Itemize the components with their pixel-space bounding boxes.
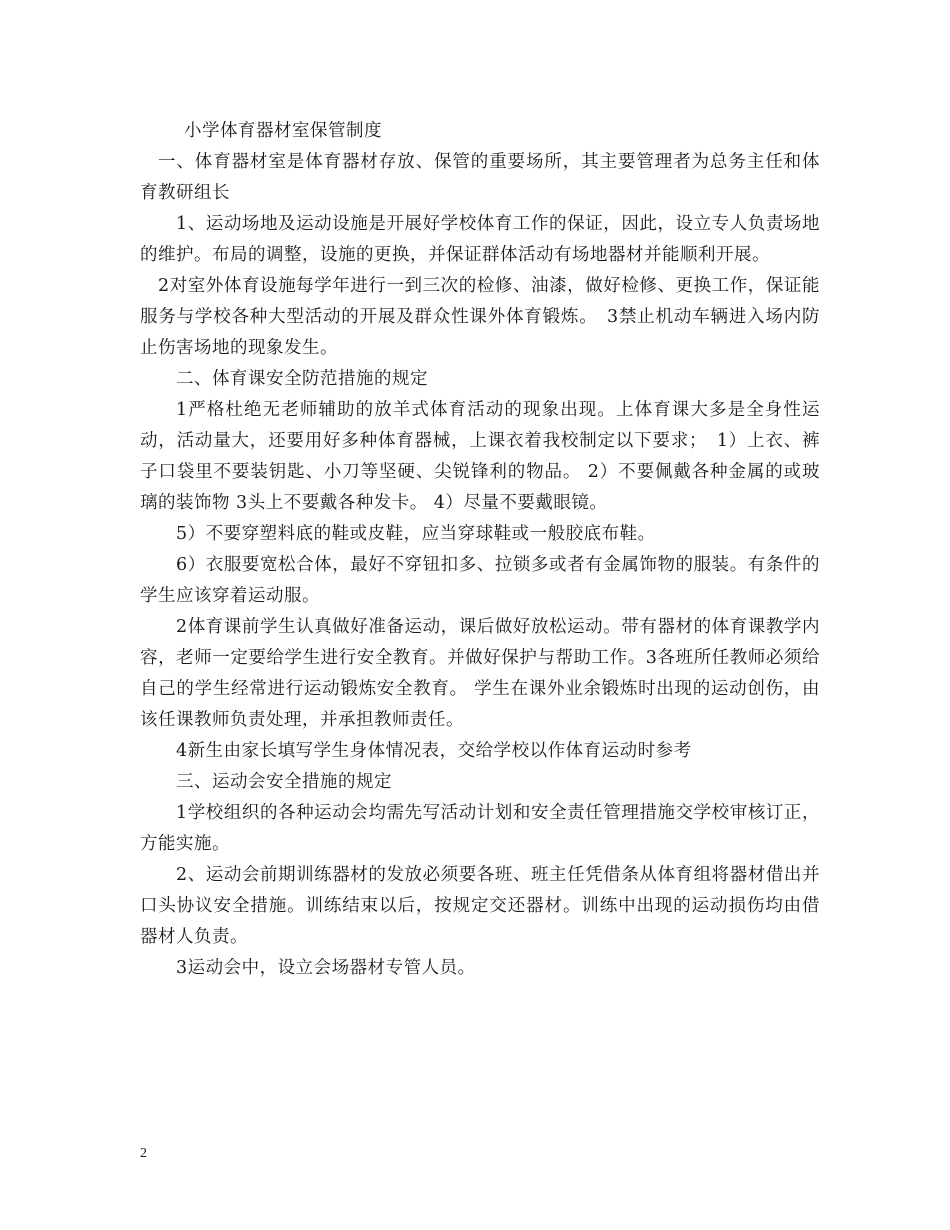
page-number: 2 (140, 1146, 147, 1161)
paragraph: 2体育课前学生认真做好准备运动，课后做好放松运动。带有器材的体育课教学内容，老师一定要给学生进行安全教育。并做好保护与帮助工作。3各班所任教师必须给自己的学生经常进行运动锻炼安全教育。 学生在课外业余锻炼时出现的运动创伤，由该任课教师负责处理，并承担教师责任。 (140, 617, 820, 730)
paragraph: 2对室外体育设施每学年进行一到三次的检修、油漆，做好检修、更换工作，保证能服务与学校各种大型活动的开展及群众性课外体育锻炼。 3禁止机动车辆进入场内防止伤害场地的现象发生。 (140, 276, 820, 358)
paragraph: 3运动会中，设立会场器材专管人员。 (176, 958, 476, 978)
paragraph: 1、运动场地及运动设施是开展好学校体育工作的保证，因此，设立专人负责场地的维护。布局的调整，设施的更换，并保证群体活动有场地器材并能顺利开展。 (140, 214, 820, 265)
section-heading-2: 二、体育课安全防范措施的规定 (176, 369, 428, 389)
paragraph: 1学校组织的各种运动会均需先写活动计划和安全责任管理措施交学校审核订正，方能实施。 (140, 803, 820, 854)
paragraph: 2、运动会前期训练器材的发放必须要各班、班主任凭借条从体育组将器材借出并口头协议安全措施。训练结束以后，按规定交还器材。训练中出现的运动损伤均由借器材人负责。 (140, 865, 820, 947)
section-heading-1: 一、体育器材室是体育器材存放、保管的重要场所，其主要管理者为总务主任和体育教研组长 (140, 152, 820, 203)
paragraph: 4新生由家长填写学生身体情况表，交给学校以作体育运动时参考 (176, 741, 692, 761)
paragraph: 5）不要穿塑料底的鞋或皮鞋，应当穿球鞋或一般胶底布鞋。 (176, 524, 656, 544)
section-heading-3: 三、运动会安全措施的规定 (176, 772, 392, 792)
document-title: 小学体育器材室保管制度 (184, 121, 382, 141)
paragraph: 1严格杜绝无老师辅助的放羊式体育活动的现象出现。上体育课大多是全身性运动，活动量大，还要用好多种体育器械，上课衣着我校制定以下要求； 1）上衣、裤子口袋里不要装钥匙、小刀等坚硬、尖锐锋利的物品。 2）不要佩戴各种金属的或玻璃的装饰物 3头上不要戴各种发卡。 4）尽量不要戴眼镜。 (140, 400, 820, 513)
paragraph: 6）衣服要宽松合体，最好不穿钮扣多、拉锁多或者有金属饰物的服装。有条件的学生应该穿着运动服。 (140, 555, 820, 606)
document-body (140, 116, 820, 984)
